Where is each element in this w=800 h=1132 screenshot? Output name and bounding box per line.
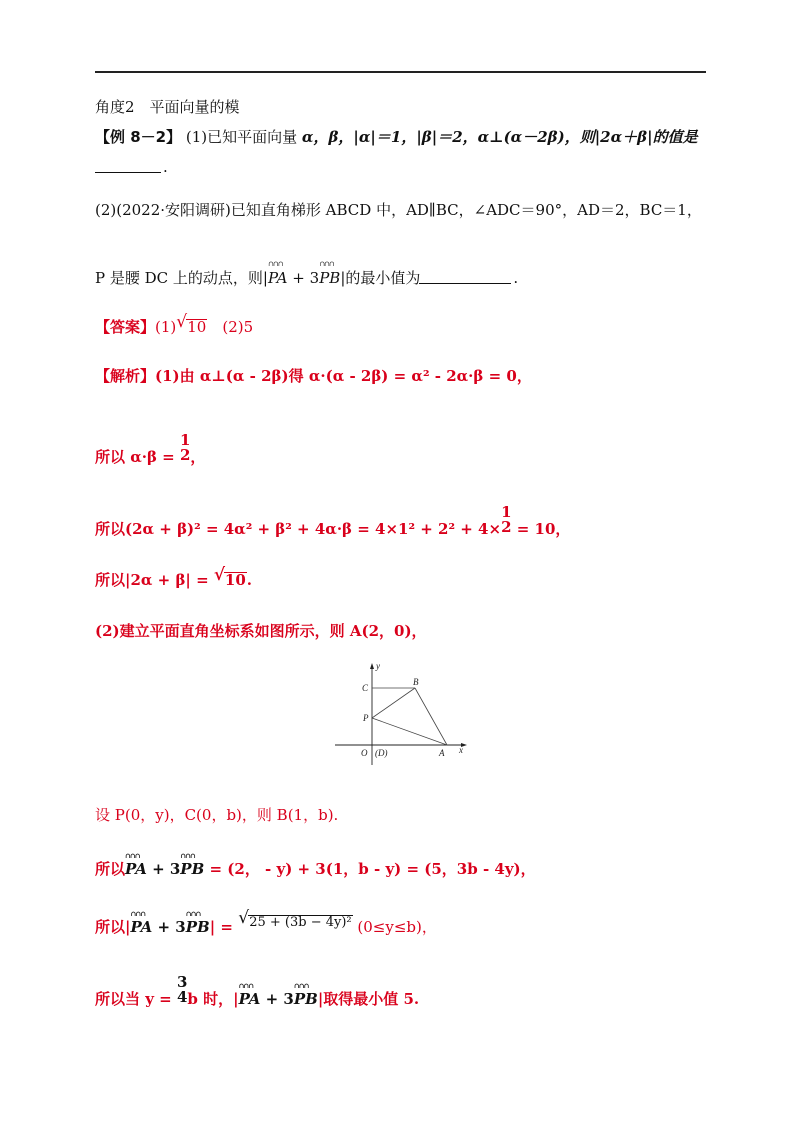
plus-3-2: + 3	[146, 860, 181, 878]
solution-line-9	[95, 973, 420, 1015]
d-label: (D)	[375, 748, 388, 758]
answer-label: 【答案】	[95, 318, 156, 336]
vector-pa: ∩∩∩ PA	[268, 271, 288, 286]
point-p-label: P	[363, 713, 369, 723]
solution-sqrt-expression: √ 25 + (3b − 4y)²	[238, 908, 352, 930]
solution-l2-post: ，	[190, 448, 206, 466]
fraction-three-quarters	[177, 975, 187, 1005]
plus-3-3: + 3	[152, 918, 186, 936]
solution-l9-mid: b 时，|	[187, 990, 239, 1008]
vector-pa-3: ∩∩∩ PA	[130, 920, 152, 935]
example-2-plus: + 3	[287, 269, 320, 287]
plus-3-4: + 3	[260, 990, 294, 1008]
example-1-conditions: α，β，|α|＝1，|β|＝2，α⊥(α－2β)，则|2α＋β|的值是	[301, 128, 698, 146]
example-2-post: |的最小值为	[340, 269, 421, 287]
sqrt-expression-content: 25 + (3b − 4y)²	[249, 915, 352, 930]
vector-pb-3: ∩∩∩ PB	[186, 920, 210, 935]
answer-blank-1	[95, 172, 161, 173]
solution-sqrt-10: √ 10	[213, 565, 246, 589]
answer-part1: (1)	[155, 318, 177, 336]
coordinate-figure	[335, 660, 470, 765]
y-axis-label: y	[376, 661, 380, 671]
solution-line-4	[95, 565, 252, 589]
sqrt-content: 10	[224, 571, 246, 589]
fraction-one-half-2	[501, 505, 511, 535]
solution-line-3	[95, 503, 571, 545]
solution-line-1	[95, 369, 532, 384]
solution-l8-post: (0≤y≤b)，	[352, 918, 437, 936]
solution-l4-pre: 所以|2α + β| =	[95, 571, 214, 589]
top-rule	[95, 71, 706, 73]
vector-pa-2: ∩∩∩ PA	[125, 862, 147, 877]
example-2-line1: (2)(2022·安阳调研)已知直角梯形 ABCD 中，AD∥BC，∠ADC＝90°，AD＝2，BC＝1，	[95, 201, 702, 219]
x-axis-label: x	[459, 745, 463, 755]
solution-l8-mid: | =	[209, 918, 239, 936]
solution-l7-pre: 所以	[95, 860, 126, 878]
example-1-answer-blank	[95, 160, 168, 175]
solution-l4-post: .	[246, 571, 252, 589]
point-c-label: C	[362, 683, 369, 693]
frac-num: 1	[501, 503, 512, 521]
solution-l7-post: = (2， - y) + 3(1，b - y) = (5，3b - 4y)，	[204, 860, 536, 878]
fraction-one-half	[180, 433, 190, 463]
example-2-pre: P 是腰 DC 上的动点，则|	[95, 269, 268, 287]
frac-num: 1	[179, 431, 191, 449]
frac-den: 4	[176, 988, 188, 1006]
section-heading: 角度2 平面向量的模	[95, 98, 240, 116]
solution-l3-pre: 所以(2α + β)² = 4α² + β² + 4α·β = 4×1² + 2² + 4×	[95, 520, 502, 538]
solution-l8-pre: 所以|	[95, 918, 131, 936]
origin-label: O	[361, 748, 368, 758]
answer-blank-2	[419, 283, 511, 284]
frac-num: 3	[176, 973, 188, 991]
example-1-line	[95, 130, 698, 145]
solution-l3-post: = 10，	[511, 520, 571, 538]
answer-part2: (2)5	[207, 318, 254, 336]
example-2-line2	[95, 271, 518, 286]
solution-line-6: 设 P(0，y)，C(0，b)，则 B(1，b).	[95, 806, 339, 824]
solution-line-2	[95, 431, 206, 473]
frac-den: 2	[179, 446, 191, 464]
solution-line-7	[95, 862, 536, 877]
example-1-pre: (1)已知平面向量	[185, 128, 302, 146]
vector-pb-2: ∩∩∩ PB	[180, 862, 204, 877]
vector-pb: ∩∩∩ PB	[319, 271, 340, 286]
example-1-end: .	[163, 158, 168, 176]
answer-line	[95, 312, 254, 336]
solution-l2-pre: 所以 α·β =	[95, 448, 180, 466]
solution-line-5: (2)建立平面直角坐标系如图所示，则 A(2，0)，	[95, 622, 427, 640]
example-2-end: .	[513, 269, 519, 287]
vector-pa-4: ∩∩∩ PA	[239, 992, 261, 1007]
frac-den: 2	[501, 518, 512, 536]
vector-pb-4: ∩∩∩ PB	[294, 992, 318, 1007]
solution-l1: (1)由 α⊥(α - 2β)得 α·(α - 2β) = α² - 2α·β = 0，	[155, 367, 532, 385]
solution-l9-post: |取得最小值 5.	[317, 990, 420, 1008]
answer-sqrt: √ 10	[176, 312, 207, 336]
solution-line-8	[95, 908, 437, 936]
point-b-label: B	[413, 677, 419, 687]
example-tag: 【例 8－2】	[95, 128, 182, 146]
point-a-label: A	[439, 748, 445, 758]
solution-label: 【解析】	[95, 367, 156, 385]
solution-l9-pre: 所以当 y =	[95, 990, 177, 1008]
